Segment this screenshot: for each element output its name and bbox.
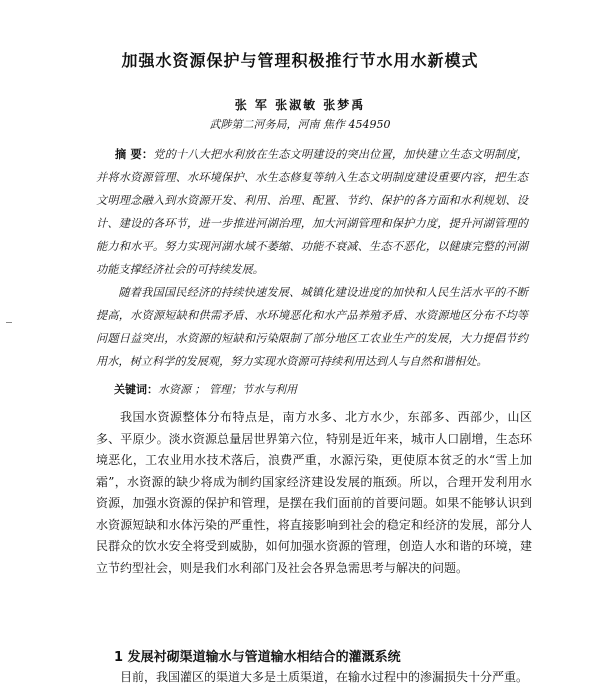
margin-mark <box>6 322 12 323</box>
keywords <box>114 381 534 397</box>
body-paragraph-1: 我国水资源整体分布特点是，南方水多、北方水少，东部多、西部少，山区多、平原少。淡水资源总量居世界第六位，特别是近年来，城市人口剧增，生态环境恶化，工农业用水技术落后，浪费严重，水源污染，更使原本贫乏的水“雪上加霜”，水资源的缺少将成为制约国家经济建设发展的瓶颈。所以，合理开发利用水资源，加强水资源的保护和管理，是摆在我们面前的首要问题。如果不能够认识到水资源短缺和水体污染的严重性，将直接影响到社会的稳定和经济的发展，部分人民群众的饮水安全将受到威胁，如何加强水资源的管理，创造人水和谐的环境，建立节约型社会，则是我们水利部门及社会各界急需思考与解决的问题。 <box>96 410 532 575</box>
paper-title: 加强水资源保护与管理积极推行节水用水新模式 <box>121 51 479 70</box>
section-1-body <box>96 668 532 686</box>
abstract-paragraph-1 <box>96 143 528 281</box>
keywords-text: 水资源 ； 管理；节水与利用 <box>158 383 297 396</box>
body-text <box>96 407 532 579</box>
abstract <box>96 143 528 373</box>
abstract-paragraph-2: 随着我国国民经济的持续快速发展、城镇化建设进度的加快和人民生活水平的不断提高，水资源短缺和供需矛盾、水环境恶化和水产品养殖矛盾、水资源地区分布不均等问题日益突出，水资源的短缺和污染限制了部分地区工农业生产的发展，大力提倡节约用水，树立科学的发展观，努力实现水资源可持续利用达到人与自然和谐相处。 <box>96 286 528 368</box>
abstract-text-1: 党的十八大把水利放在生态文明建设的突出位置，加快建立生态文明制度，并将水资源管理、水环境保护、水生态修复等纳入生态文明制度建设重要内容，把生态文明理念融入到水资源开发、利用、治理、配置、节约、保护的各方面和水利规划、设计、建设的各环节，进一步推进河湖治理，加大河湖管理和保护力度，提升河湖管理的能力和水平。努力实现河湖水域不萎缩、功能不衰减、生态不恶化，以健康完整的河湖功能支撑经济社会的可持续发展。 <box>96 148 528 276</box>
section-1-heading: 1 发展衬砌渠道输水与管道输水相结合的灌溉系统 <box>114 650 401 665</box>
section-1-paragraph-1: 目前，我国灌区的渠道大多是土质渠道，在输水过程中的渗漏损失十分严重。 <box>120 670 529 684</box>
abstract-label: 摘 要： <box>115 148 154 161</box>
keywords-label: 关键词： <box>114 383 158 396</box>
paper-authors: 张 军 张淑敏 张梦禹 <box>234 98 366 112</box>
paper-affiliation: 武陟第二河务局，河南 焦作 454950 <box>209 118 391 131</box>
